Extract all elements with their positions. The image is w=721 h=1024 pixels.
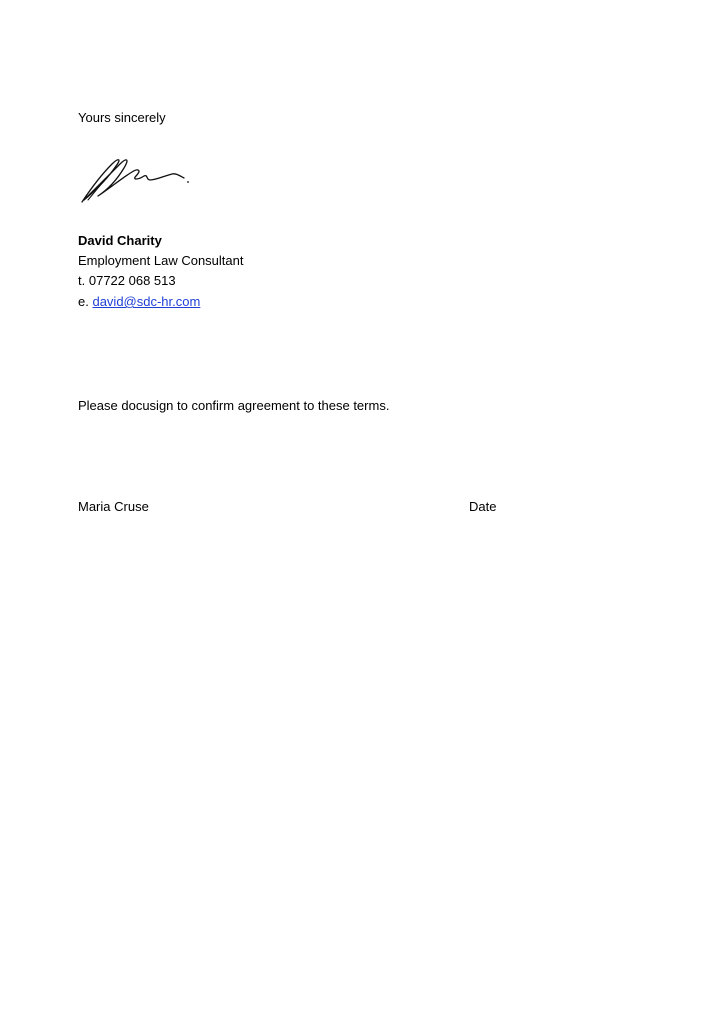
signatory-phone	[78, 271, 176, 291]
email-link[interactable]: david@sdc-hr.com	[92, 294, 201, 309]
signatory-email	[78, 292, 200, 312]
handwritten-signature	[76, 150, 196, 208]
countersign-date-label: Date	[469, 499, 497, 514]
email-prefix: e.	[78, 294, 89, 309]
phone-number: 07722 068 513	[88, 273, 176, 288]
closing-text: Yours sincerely	[78, 110, 166, 125]
docusign-instruction: Please docusign to confirm agreement to these terms.	[78, 398, 390, 413]
signatory-role: Employment Law Consultant	[78, 253, 244, 268]
phone-prefix: t.	[78, 273, 86, 288]
countersign-name: Maria Cruse	[78, 499, 149, 514]
signatory-name: David Charity	[78, 233, 162, 248]
